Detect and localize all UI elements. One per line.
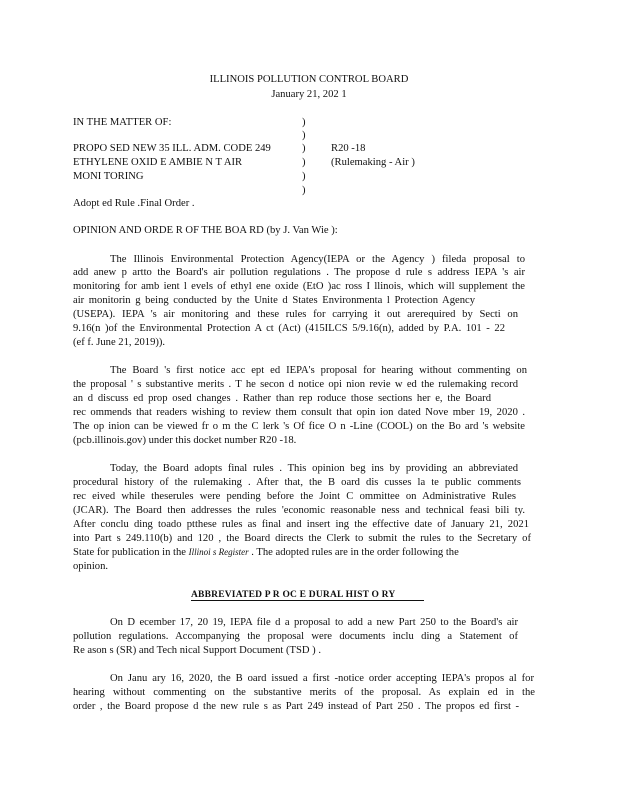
paragraph-1-line: air monitorin g being conducted by the Unite d States Environmenta l Protection Agency (73, 295, 475, 306)
paragraph-1-line: The Illinois Environmental Protection Agency(IEPA or the Agency ) fileda proposal to (110, 254, 525, 265)
paragraph-3-line: (JCAR). The Board then addresses the rules 'economic reasonable ness and technical feasi bili ty. (73, 505, 525, 516)
paragraph-5-line: hearing without commenting on the substantive merits of the proposal. As explain ed in the (73, 687, 535, 698)
paragraph-1-line: 9.16(n )of the Environmental Protection A ct (Act) (415ILCS 5/9.16(n), added by P.A. 101 - 22 (73, 323, 505, 334)
caption-title-line-2: ETHYLENE OXID E AMBIE N T AIR (73, 157, 243, 168)
caption-bracket: ) (302, 157, 306, 168)
paragraph-3-line: Today, the Board adopts final rules . This opinion beg ins by providing an abbreviated (110, 463, 518, 474)
adopted-rule-note: Adopt ed Rule .Final Order . (73, 198, 195, 209)
paragraph-4-line: On D ecember 17, 20 19, IEPA file d a proposal to add a new Part 250 to the Board's air (110, 617, 518, 628)
opinion-heading: OPINION AND ORDE R OF THE BOA RD (by J. Van Wie ): (73, 225, 338, 236)
section-heading-underline (191, 600, 424, 601)
section-heading: ABBREVIATED P R OC E DURAL HIST O RY (191, 590, 396, 600)
paragraph-3-line-7-end: . The adopted rules are in the order following the (248, 547, 459, 558)
paragraph-1-line: add anew p artto the Board's air pollution regulations . The propose d rule s address IEPA 's air (73, 267, 525, 278)
illinois-register-reference: Illinoi s Register (188, 547, 249, 557)
paragraph-3-line (73, 546, 459, 559)
caption-bracket: ) (302, 171, 306, 182)
caption-title-line-3: MONI TORING (73, 171, 144, 182)
order-date: January 21, 202 1 (271, 89, 347, 100)
docket-number: R20 -18 (331, 143, 366, 154)
caption-bracket: ) (302, 143, 306, 154)
caption-bracket: ) (302, 117, 306, 128)
in-the-matter: IN THE MATTER OF: (73, 117, 172, 128)
paragraph-2-line: the proposal ' s substantive merits . T he secon d notice opi nion revie w ed the rulemaking record (73, 379, 518, 390)
paragraph-5-line: On Janu ary 16, 2020, the B oard issued a first -notice order accepting IEPA's propos al for (110, 673, 534, 684)
paragraph-2-line: The Board 's first notice acc ept ed IEPA's proposal for hearing without commenting on (110, 365, 527, 376)
paragraph-5-line: order , the Board propose d the new rule s as Part 249 instead of Part 250 . The propos ed first - (73, 701, 519, 712)
paragraph-2-line: rec ommends that readers wishing to review them consult that opin ion dated Nove mber 19, 2020 . (73, 407, 525, 418)
paragraph-2-line: (pcb.illinois.gov) under this docket number R20 -18. (73, 435, 297, 446)
paragraph-3-line: opinion. (73, 561, 109, 572)
paragraph-3-line: procedural history of the rulemaking . After that, the B oard dis cusses la te public comments (73, 477, 521, 488)
paragraph-3-line: rec eived while theserules were pending before the Joint C ommittee on Administrative Rules (73, 491, 516, 502)
board-name: ILLINOIS POLLUTION CONTROL BOARD (209, 74, 409, 85)
paragraph-1-line: monitoring for amb ient l evels of ethyl ene oxide (EtO )ac ross I llinois, which will supplement the (73, 281, 525, 292)
paragraph-2-line: The op inion can be viewed fr o m the C lerk 's Of fice O n -Line (COOL) on the Bo ard 's website (73, 421, 525, 432)
paragraph-1-line: (USEPA). IEPA 's air monitoring and these rules for carrying it out arerequired by Secti on (73, 309, 518, 320)
caption-title-line-1: PROPO SED NEW 35 ILL. ADM. CODE 249 (73, 143, 271, 154)
paragraph-3-line: After conclu ding toado ptthese rules as final and insert ing the effective date of January 21, 2021 (73, 519, 529, 530)
caption-bracket: ) (302, 185, 306, 196)
caption-bracket: ) (302, 130, 306, 141)
docket-type: (Rulemaking - Air ) (331, 157, 415, 168)
paragraph-4-line: pollution regulations. Accompanying the proposal were documents inclu ding a Statement of (73, 631, 518, 642)
paragraph-3-line-7-start: State for publication in the (73, 547, 189, 558)
paragraph-4-line: Re ason s (SR) and Tech nical Support Document (TSD ) . (73, 645, 321, 656)
paragraph-1-line: (ef f. June 21, 2019)). (73, 337, 166, 348)
paragraph-2-line: an d discuss ed prop osed changes . Rather than rep roduce those sections her e, the Board (73, 393, 491, 404)
paragraph-3-line: into Part s 249.110(b) and 120 , the Board directs the Clerk to submit the rules to the Secretary of (73, 533, 531, 544)
